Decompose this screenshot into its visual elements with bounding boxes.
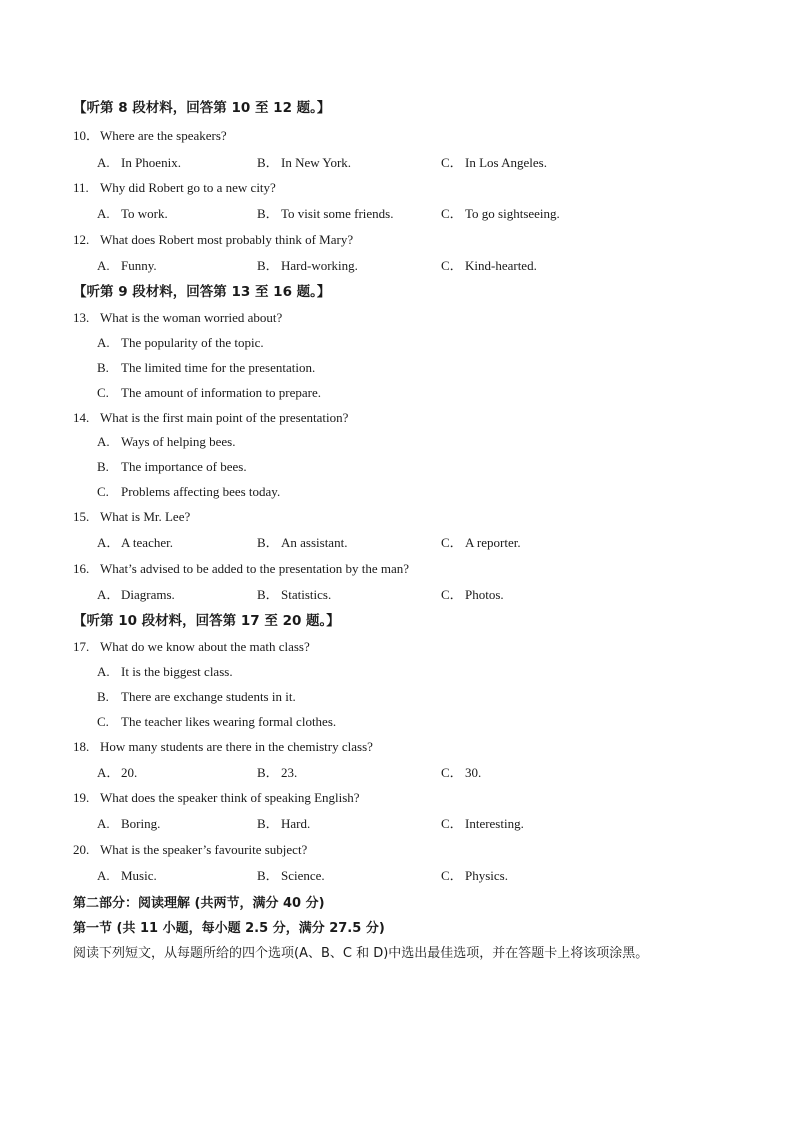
option-c: C． Interesting. [441,816,524,831]
question-text: What do we know about the math class? [100,639,310,654]
option-c: C． Photos. [441,587,504,602]
instruction-text: 阅读下列短文，从每题所给的四个选项(A、B、C 和 D)中选出最佳选项，并在答题卡上将该项涂黑。 [73,946,649,961]
question-text: What is Mr. Lee? [100,509,191,524]
question-text: What’s advised to be added to the presentation by the man? [100,561,410,576]
option-a: A. Boring. [97,816,161,831]
option-a: A. To work. [97,206,168,221]
question [73,840,307,860]
option-c: C. The teacher likes wearing formal clothes. [97,714,337,729]
option-a: A． 20. [97,765,138,780]
option-b: B． 23. [257,765,298,780]
option-c: C. The amount of information to prepare. [97,385,321,400]
option-b: B. The importance of bees. [97,459,247,474]
section-title: 第一节 (共 11 小题，每小题 2.5 分，满分 27.5 分) [73,921,385,936]
part-title: 第二部分：阅读理解 (共两节，满分 40 分) [73,896,325,911]
option-a: A. Ways of helping bees. [97,434,236,449]
section-header: 【听第 8 段材料，回答第 10 至 12 题。】 [73,100,331,116]
question [73,788,360,808]
question-number: 16. [73,561,90,576]
question-number: 17. [73,639,90,654]
question-number: 18. [73,739,90,754]
question [73,178,276,198]
option-a: A. Funny. [97,258,157,273]
section-header: 【听第 10 段材料，回答第 17 至 20 题。】 [73,613,340,629]
option-b: B． Hard-working. [257,258,358,273]
question [73,559,409,579]
question [73,737,373,757]
question-number: 10． [73,128,100,143]
question-text: How many students are there in the chemistry class? [100,739,373,754]
question [73,230,353,250]
question [73,126,227,146]
option-b: B． Statistics. [257,587,332,602]
option-c: C． Kind-hearted. [441,258,537,273]
question-text: What does Robert most probably think of Mary? [100,232,354,247]
option-a: A． Diagrams. [97,587,175,602]
option-c: C． 30. [441,765,482,780]
question-text: What is the first main point of the presentation? [100,410,349,425]
question [73,408,348,428]
question-number: 14. [73,410,90,425]
option-a: A. It is the biggest class. [97,664,233,679]
option-b: B． In New York. [257,155,352,170]
option-a: A. In Phoenix. [97,155,181,170]
question-text: What does the speaker think of speaking English? [100,790,360,805]
question-text: Where are the speakers? [100,128,227,143]
option-c: C． A reporter. [441,535,521,550]
option-b: B． Hard. [257,816,311,831]
question [73,507,190,527]
option-b: B． Science. [257,868,325,883]
option-a: A. The popularity of the topic. [97,335,264,350]
question-number: 12. [73,232,90,247]
question [73,308,282,328]
option-b: B． An assistant. [257,535,348,550]
option-c: C. Problems affecting bees today. [97,484,281,499]
option-a: A． A teacher. [97,535,173,550]
section-header: 【听第 9 段材料，回答第 13 至 16 题。】 [73,284,331,300]
option-b: B． To visit some friends. [257,206,394,221]
question-number: 15. [73,509,90,524]
option-c: C． Physics. [441,868,508,883]
option-c: C． To go sightseeing. [441,206,560,221]
option-b: B. There are exchange students in it. [97,689,296,704]
question-text: Why did Robert go to a new city? [100,180,276,195]
option-b: B. The limited time for the presentation. [97,360,316,375]
question-number: 11. [73,180,89,195]
option-a: A. Music. [97,868,157,883]
question-number: 13. [73,310,90,325]
question-text: What is the speaker’s favourite subject? [100,842,308,857]
question-number: 19. [73,790,90,805]
option-c: C． In Los Angeles. [441,155,547,170]
question [73,637,310,657]
question-text: What is the woman worried about? [100,310,283,325]
question-number: 20. [73,842,90,857]
